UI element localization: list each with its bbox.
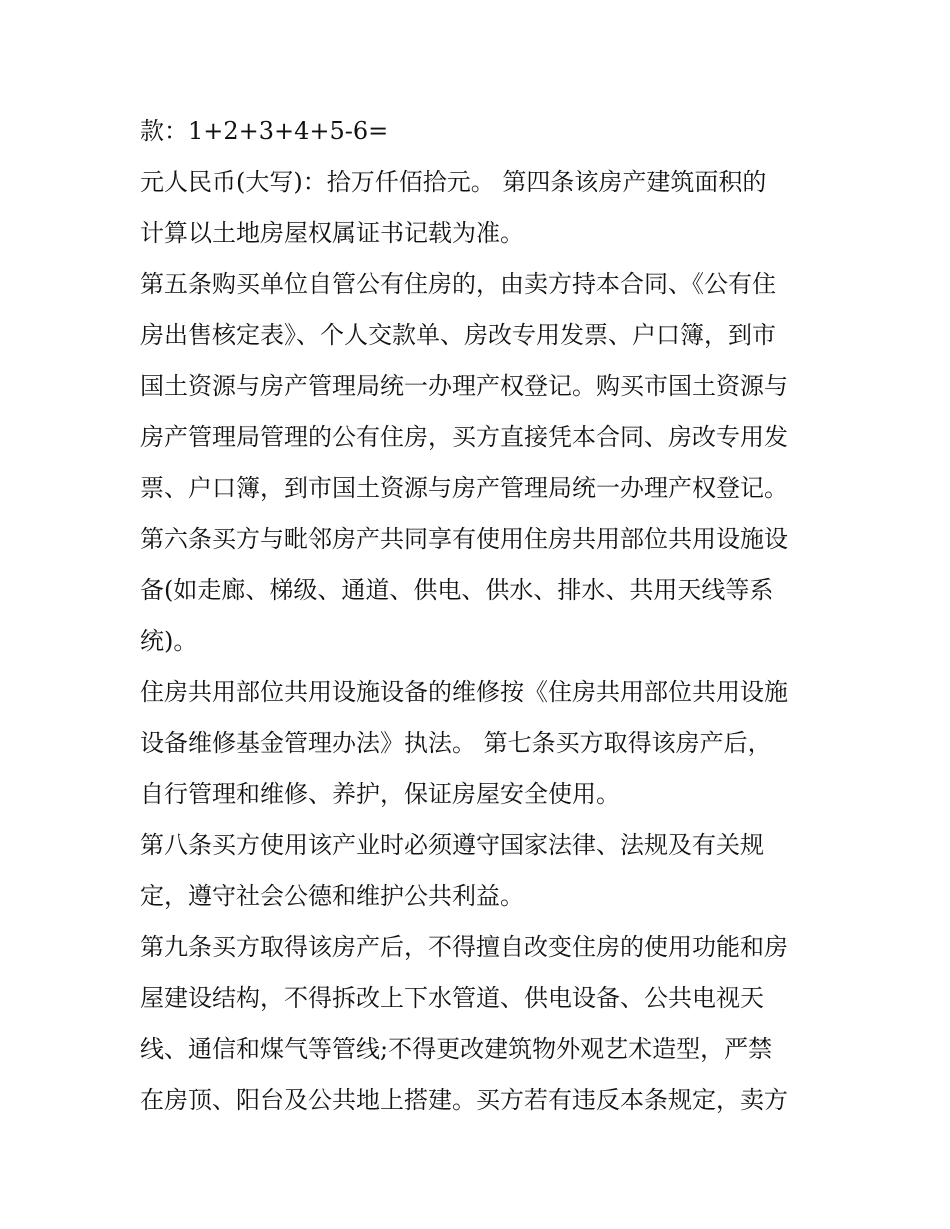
text-line: 自行管理和维修、养护，保证房屋安全使用。: [140, 780, 620, 808]
text-line: 第九条买方取得该房产后，不得擅自改变住房的使用功能和房: [140, 933, 788, 961]
text-line: 款：1+2+3+4+5-6=: [140, 117, 389, 145]
text-line: 住房共用部位共用设施设备的维修按《住房共用部位共用设施: [140, 678, 788, 706]
text-line: 设备维修基金管理办法》执法。 第七条买方取得该房产后，: [140, 729, 772, 757]
text-line: 线、通信和煤气等管线;不得更改建筑物外观艺术造型，严禁: [140, 1035, 773, 1063]
document-body: [140, 106, 830, 1126]
text-line: 房产管理局管理的公有住房，买方直接凭本合同、房改专用发: [140, 423, 788, 451]
text-line: 定，遵守社会公德和维护公共利益。: [140, 882, 524, 910]
text-line: 统)。: [140, 627, 198, 655]
text-line: 第六条买方与毗邻房产共同享有使用住房共用部位共用设施设: [140, 525, 788, 553]
text-line: 房出售核定表》、个人交款单、房改专用发票、户口簿，到市: [140, 321, 776, 349]
text-line: 屋建设结构，不得拆改上下水管道、供电设备、公共电视天: [140, 984, 764, 1012]
text-line: 备(如走廊、梯级、通道、供电、供水、排水、共用天线等系: [140, 576, 774, 604]
text-line: 在房顶、阳台及公共地上搭建。买方若有违反本条规定，卖方: [140, 1086, 788, 1114]
text-line: 第八条买方使用该产业时必须遵守国家法律、法规及有关规: [140, 831, 764, 859]
text-line: 计算以土地房屋权属证书记载为准。: [140, 219, 524, 247]
text-line: 第五条购买单位自管公有住房的，由卖方持本合同、《公有住: [140, 270, 776, 298]
text-line: 元人民币(大写)：拾万仟佰拾元。 第四条该房产建筑面积的: [140, 168, 767, 196]
text-line: 国土资源与房产管理局统一办理产权登记。购买市国土资源与: [140, 372, 788, 400]
text-line: 票、户口簿，到市国土资源与房产管理局统一办理产权登记。: [140, 474, 788, 502]
